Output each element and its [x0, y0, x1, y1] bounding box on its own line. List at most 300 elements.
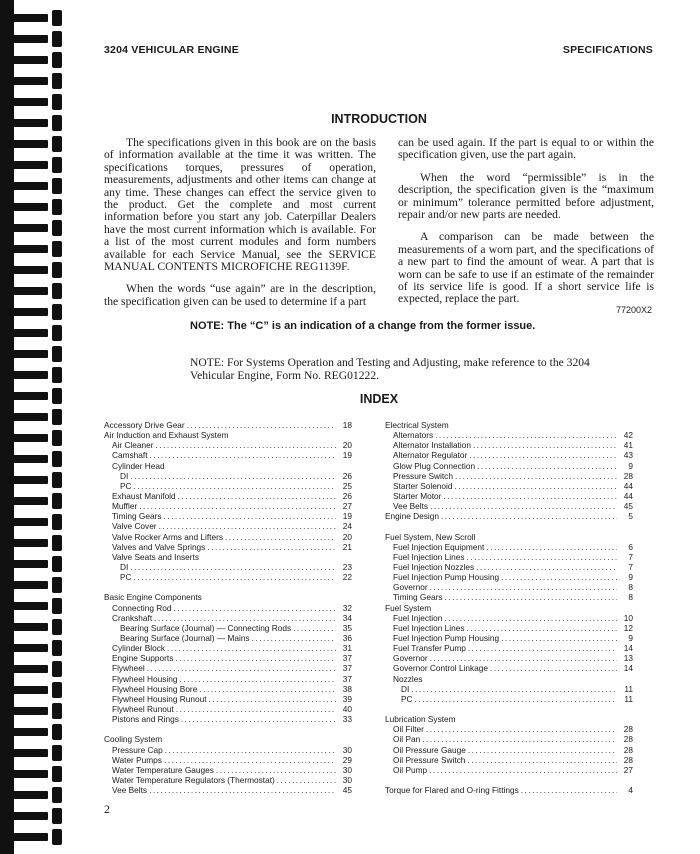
index-leader-dots — [174, 603, 336, 613]
index-entry-title: Lubrication System — [385, 714, 456, 725]
index-entry — [104, 450, 352, 460]
index-entry-title: Fuel Injection — [393, 612, 443, 623]
index-entry-title: Basic Engine Components — [104, 592, 202, 603]
index-entry-title: Starter Solenoid — [393, 480, 453, 491]
index-entry-page: 14 — [623, 643, 633, 654]
index-entry-title: PC — [401, 693, 413, 704]
index-entry-title: Cooling System — [104, 734, 163, 745]
index-leader-dots — [134, 572, 336, 582]
index-entry-page: 36 — [342, 632, 352, 643]
index-entry — [385, 674, 633, 684]
index-entry-page: 10 — [623, 612, 633, 623]
index-leader-dots — [179, 674, 336, 684]
index-entry — [385, 420, 633, 430]
index-entry — [385, 785, 633, 795]
index-leader-dots — [209, 694, 336, 704]
index-leader-dots — [477, 461, 617, 471]
index-entry-title: Pressure Cap — [112, 744, 163, 755]
index-entry-page: 30 — [342, 764, 352, 775]
index-entry-page: 39 — [342, 693, 352, 704]
index-entry-page: 28 — [623, 470, 633, 481]
binding-ring — [8, 35, 48, 43]
binding-ring — [8, 308, 48, 316]
index-entry-title: Timing Gears — [393, 592, 443, 603]
index-entry — [385, 765, 633, 775]
index-entry-title: Fuel Injection Lines — [393, 622, 465, 633]
index-entry — [104, 734, 352, 744]
index-entry-page: 19 — [342, 511, 352, 522]
binding-ring — [8, 602, 48, 610]
index-entry-title: Alternator Regulator — [393, 450, 468, 461]
index-entry — [385, 684, 633, 694]
index-entry — [385, 562, 633, 572]
index-entry-page: 34 — [342, 612, 352, 623]
index-entry-title: Flywheel — [112, 663, 145, 674]
index-entry — [385, 734, 633, 744]
header-section: SPECIFICATIONS — [562, 44, 653, 56]
index-entry-page: 35 — [342, 622, 352, 633]
index-entry-title: Fuel Injection Pump Housing — [393, 632, 500, 643]
index-entry-page: 23 — [342, 561, 352, 572]
index-leader-dots — [167, 643, 336, 653]
binding-ring — [8, 371, 48, 379]
index-entry-title: Valve Rocker Arms and Lifters — [112, 531, 223, 542]
binding-ring — [8, 749, 48, 757]
index-entry-page: 26 — [342, 490, 352, 501]
index-leader-dots — [165, 745, 336, 755]
index-entry-title: Fuel System, New Scroll — [385, 531, 476, 542]
index-entry-title: Valve Cover — [112, 521, 157, 532]
index-entry-title: DI — [120, 561, 129, 572]
index-entry-page: 6 — [628, 541, 633, 552]
binding-ring — [8, 77, 48, 85]
index-entry — [385, 481, 633, 491]
index-entry — [385, 471, 633, 481]
index-entry — [385, 643, 633, 653]
index-leader-dots — [426, 724, 617, 734]
index-leader-dots — [216, 765, 336, 775]
index-leader-dots — [149, 785, 336, 795]
index-entry-title: Accessory Drive Gear — [104, 420, 185, 430]
index-leader-dots — [521, 785, 617, 795]
index-entry-title: Flywheel Runout — [112, 703, 174, 714]
index-entry-title: Exhaust Manifold — [112, 490, 176, 501]
index-entry-title: Oil Pan — [393, 734, 421, 745]
index-entry-title: Flywheel Housing Bore — [112, 683, 198, 694]
index-entry-page: 45 — [623, 501, 633, 512]
index-leader-dots — [130, 471, 336, 481]
index-entry-title: Engine Supports — [112, 653, 174, 664]
index-entry-page: 28 — [623, 744, 633, 755]
index-entry-page: 7 — [628, 561, 633, 572]
index-entry — [104, 785, 352, 795]
index-entry-title: Governor — [393, 582, 428, 593]
binding-ring — [8, 434, 48, 442]
index-entry-title: Water Temperature Regulators (Thermostat) — [112, 774, 275, 785]
index-entry-page: 9 — [628, 572, 633, 583]
index-spacer — [104, 582, 352, 592]
index-leader-dots — [130, 562, 336, 572]
index-entry — [104, 714, 352, 724]
index-entry — [104, 481, 352, 491]
index-entry — [104, 511, 352, 521]
introduction-column-2 — [398, 137, 654, 316]
index-leader-dots — [176, 704, 336, 714]
binding-ring — [8, 98, 48, 106]
index-leader-dots — [490, 663, 617, 673]
index-entry — [385, 491, 633, 501]
index-entry-title: Water Pumps — [112, 754, 162, 765]
index-entry — [385, 450, 633, 460]
index-leader-dots — [207, 542, 336, 552]
binding-ring — [8, 518, 48, 526]
index-entry-page: 40 — [342, 703, 352, 714]
index-entry-page: 30 — [342, 744, 352, 755]
index-leader-dots — [473, 440, 617, 450]
index-entry — [385, 663, 633, 673]
binding-ring — [8, 245, 48, 253]
index-entry-title: Torque for Flared and O-ring Fittings — [385, 785, 519, 796]
index-leader-dots — [501, 633, 617, 643]
index-entry — [104, 562, 352, 572]
index-entry-title: Fuel Injection Pump Housing — [393, 572, 500, 583]
index-entry-title: Air Induction and Exhaust System — [104, 430, 229, 441]
index-leader-dots — [467, 552, 618, 562]
index-entry-title: Timing Gears — [112, 511, 162, 522]
header-title: 3204 VEHICULAR ENGINE — [104, 44, 239, 56]
index-entry-title: Flywheel Housing Runout — [112, 693, 207, 704]
index-entry-page: 19 — [342, 450, 352, 461]
index-entry — [104, 592, 352, 602]
binding-ring — [8, 14, 48, 22]
index-entry-page: 11 — [624, 683, 633, 694]
index-entry-title: Cylinder Block — [112, 643, 166, 654]
index-entry-page: 38 — [342, 683, 352, 694]
index-entry-page: 11 — [624, 693, 633, 704]
change-note: NOTE: The “C” is an indication of a change from the former issue. — [190, 320, 536, 332]
introduction-column-1 — [104, 137, 376, 318]
binding-ring — [8, 623, 48, 631]
index-entry — [104, 420, 352, 430]
index-entry — [385, 542, 633, 552]
index-entry-title: Oil Filter — [393, 724, 424, 735]
binding-ring — [8, 539, 48, 547]
index-leader-dots — [430, 501, 617, 511]
binding-ring — [8, 329, 48, 337]
index-leader-dots — [178, 491, 336, 501]
index-entry — [385, 653, 633, 663]
index-entry-title: Nozzles — [393, 673, 423, 684]
index-entry — [385, 430, 633, 440]
binding-ring — [8, 644, 48, 652]
reference-note: NOTE: For Systems Operation and Testing and Adjusting, make reference to the 3204 Vehicular Engine, Form No. REG01222. — [190, 356, 590, 382]
index-leader-dots — [476, 562, 617, 572]
index-leader-dots — [199, 684, 336, 694]
index-entry — [385, 572, 633, 582]
index-entry-title: Air Cleaner — [112, 440, 154, 451]
index-column-right — [385, 420, 633, 795]
index-entry-title: Governor — [393, 653, 428, 664]
index-entry-page: 44 — [623, 490, 633, 501]
binding-ring — [8, 161, 48, 169]
index-entry-page: 27 — [623, 764, 633, 775]
index-leader-dots — [445, 592, 618, 602]
index-leader-dots — [443, 491, 617, 501]
index-leader-dots — [468, 643, 617, 653]
index-leader-dots — [455, 481, 618, 491]
index-entry — [104, 623, 352, 633]
index-entry-page: 14 — [623, 663, 633, 674]
index-entry-page: 4 — [628, 785, 633, 796]
index-entry-title: Vee Belts — [112, 785, 148, 796]
index-entry-title: Alternators — [393, 430, 434, 441]
binding-ring — [8, 581, 48, 589]
intro-paragraph: A comparison can be made between the measurements of a worn part, and the specifications of a new part to find the amount of wear. A part that is worn can be safe to use if an estimate of the remainder of its service life is good. If a short service life is expected, replace the part. — [398, 230, 654, 306]
index-entry-title: Cylinder Head — [112, 460, 165, 471]
index-entry-title: Oil Pressure Gauge — [393, 744, 466, 755]
index-leader-dots — [411, 684, 617, 694]
index-entry — [104, 663, 352, 673]
index-entry — [385, 582, 633, 592]
index-entry — [104, 745, 352, 755]
index-entry-page: 43 — [623, 450, 633, 461]
index-leader-dots — [469, 450, 617, 460]
binding-ring — [8, 140, 48, 148]
index-entry-page: 42 — [623, 430, 633, 441]
index-entry-title: Fuel Injection Nozzles — [393, 561, 475, 572]
index-entry — [104, 633, 352, 643]
index-entry — [104, 704, 352, 714]
index-entry — [104, 491, 352, 501]
index-entry-page: 20 — [342, 531, 352, 542]
index-entry-page: 26 — [342, 470, 352, 481]
index-spacer — [104, 724, 352, 734]
index-leader-dots — [252, 633, 336, 643]
index-entry — [104, 440, 352, 450]
binding-ring — [8, 392, 48, 400]
index-entry — [385, 714, 633, 724]
index-entry — [104, 694, 352, 704]
index-entry — [385, 461, 633, 471]
index-entry-title: Electrical System — [385, 420, 449, 430]
index-title: INDEX — [359, 392, 399, 406]
index-entry-title: Valves and Valve Springs — [112, 541, 206, 552]
binding-ring — [8, 182, 48, 190]
index-leader-dots — [187, 420, 336, 430]
index-entry-page: 30 — [342, 774, 352, 785]
index-entry-page: 18 — [342, 420, 352, 430]
index-leader-dots — [415, 694, 617, 704]
index-entry-page: 9 — [628, 632, 633, 643]
index-spacer — [385, 704, 633, 714]
index-leader-dots — [435, 430, 617, 440]
index-entry — [104, 521, 352, 531]
binding-ring — [8, 833, 48, 841]
index-leader-dots — [430, 653, 617, 663]
index-entry-title: Fuel Injection Lines — [393, 551, 465, 562]
index-entry — [385, 755, 633, 765]
index-leader-dots — [441, 511, 617, 521]
index-entry-title: Muffler — [112, 501, 138, 512]
index-leader-dots — [154, 613, 336, 623]
index-entry — [385, 511, 633, 521]
index-entry — [104, 613, 352, 623]
index-entry-page: 12 — [623, 622, 633, 633]
index-entry-page: 9 — [628, 460, 633, 471]
index-entry-page: 21 — [342, 541, 352, 552]
index-leader-dots — [486, 542, 617, 552]
index-entry-page: 45 — [342, 785, 352, 796]
binding-ring — [8, 119, 48, 127]
index-entry-page: 41 — [623, 440, 633, 451]
index-entry — [385, 440, 633, 450]
index-leader-dots — [164, 511, 337, 521]
index-entry — [385, 613, 633, 623]
index-entry — [104, 572, 352, 582]
binding-ring — [8, 791, 48, 799]
introduction-title: INTRODUCTION — [331, 112, 427, 126]
index-entry-title: Fuel Injection Equipment — [393, 541, 485, 552]
index-entry-title: Water Temperature Gauges — [112, 764, 214, 775]
index-entry-page: 7 — [628, 551, 633, 562]
index-entry-title: Alternator Installation — [393, 440, 471, 451]
index-leader-dots — [293, 623, 336, 633]
index-entry — [104, 674, 352, 684]
index-leader-dots — [444, 613, 617, 623]
binding-ring — [8, 560, 48, 568]
index-leader-dots — [134, 481, 336, 491]
index-entry — [104, 471, 352, 481]
form-code: 77200X2 — [615, 305, 652, 315]
index-entry-page: 32 — [342, 602, 352, 613]
index-entry-title: Fuel Transfer Pump — [393, 643, 466, 654]
index-entry — [104, 542, 352, 552]
index-entry-page: 8 — [628, 592, 633, 603]
intro-paragraph: The specifications given in this book are on the basis of information available at the time it was written. The specifications torques, pressures of operation, measurements, adjustments and other items can change at any time. These changes can effect the service given to the product. Get the complete and most current information before you start any job. Caterpillar Dealers have the most current information which is available. For a list of the most current modules and form numbers available for each Service Manual, see the SERVICE MANUAL CONTENTS MICROFICHE REG1139F. — [104, 136, 376, 274]
index-leader-dots — [181, 714, 336, 724]
index-entry-page: 28 — [623, 754, 633, 765]
binding-ring — [8, 686, 48, 694]
index-entry-title: Vee Belts — [393, 501, 429, 512]
index-entry-title: DI — [120, 470, 129, 481]
binding-ring — [8, 455, 48, 463]
index-entry — [104, 461, 352, 471]
index-entry-title: Connecting Rod — [112, 602, 172, 613]
index-entry — [385, 592, 633, 602]
index-entry-title: Fuel System — [385, 602, 432, 613]
index-entry-title: Oil Pump — [393, 764, 428, 775]
index-entry-title: Flywheel Housing — [112, 673, 178, 684]
index-entry-title: PC — [120, 572, 132, 583]
index-entry-page: 29 — [342, 754, 352, 765]
index-entry-page: 8 — [628, 582, 633, 593]
binding-ring — [8, 413, 48, 421]
index-entry — [104, 755, 352, 765]
index-leader-dots — [156, 440, 336, 450]
index-entry-page: 28 — [623, 724, 633, 735]
index-entry — [385, 633, 633, 643]
index-entry-page: 33 — [342, 714, 352, 725]
index-entry-title: Oil Pressure Switch — [393, 754, 466, 765]
index-leader-dots — [468, 745, 617, 755]
index-spacer — [385, 775, 633, 785]
index-entry-title: Starter Motor — [393, 490, 442, 501]
index-entry-page: 22 — [342, 572, 352, 583]
binding-ring — [8, 665, 48, 673]
index-entry-page: 27 — [342, 501, 352, 512]
binding-spine — [0, 0, 14, 854]
index-entry — [104, 532, 352, 542]
index-leader-dots — [429, 765, 617, 775]
index-entry-page: 24 — [342, 521, 352, 532]
index-entry-page: 28 — [623, 734, 633, 745]
index-entry-title: Engine Design — [385, 511, 439, 522]
index-entry-page: 37 — [342, 653, 352, 664]
index-entry-page: 25 — [342, 480, 352, 491]
index-entry — [385, 603, 633, 613]
index-entry — [385, 552, 633, 562]
binding-ring — [8, 224, 48, 232]
index-entry — [385, 694, 633, 704]
binding-ring — [8, 266, 48, 274]
binding-ring — [8, 770, 48, 778]
index-entry-page: 37 — [342, 673, 352, 684]
binding-ring — [8, 203, 48, 211]
index-entry-page: 13 — [623, 653, 633, 664]
index-entry — [104, 430, 352, 440]
index-entry — [104, 684, 352, 694]
index-entry — [385, 532, 633, 542]
binding-ring — [8, 728, 48, 736]
index-entry — [104, 552, 352, 562]
index-entry-title: Bearing Surface (Journal) — Connecting Rods — [120, 622, 292, 633]
index-entry — [104, 765, 352, 775]
index-leader-dots — [277, 775, 336, 785]
index-entry-title: Governor Control Linkage — [393, 663, 489, 674]
index-column-left — [104, 420, 352, 795]
index-entry — [104, 603, 352, 613]
index-leader-dots — [501, 572, 617, 582]
spiral-binding — [0, 0, 62, 854]
index-entry-page: 37 — [342, 663, 352, 674]
intro-paragraph: When the word “permissible” is in the description, the specification given is the “maximum or minimum” tolerance permitted before adjustment, repair and/or new parts are needed. — [398, 170, 654, 222]
index-entry-title: Pistons and Rings — [112, 714, 179, 725]
index-entry — [385, 724, 633, 734]
page-number: 2 — [104, 802, 110, 816]
index-leader-dots — [159, 521, 336, 531]
binding-ring — [8, 476, 48, 484]
index-entry-title: PC — [120, 480, 132, 491]
index-leader-dots — [430, 582, 617, 592]
intro-paragraph: When the words “use again” are in the description, the specification given can be used to determine if a part — [104, 282, 376, 308]
index-leader-dots — [225, 532, 336, 542]
index-entry — [385, 501, 633, 511]
index-leader-dots — [455, 471, 617, 481]
index-entry — [385, 745, 633, 755]
intro-paragraph: can be used again. If the part is equal to or within the specification given, use the part again. — [398, 136, 654, 162]
index-entry — [385, 623, 633, 633]
index-spacer — [385, 521, 633, 531]
index-leader-dots — [164, 755, 336, 765]
index-leader-dots — [467, 755, 617, 765]
index-entry-title: Pressure Switch — [393, 470, 453, 481]
index-entry-page: 20 — [342, 440, 352, 451]
index-entry-title: Valve Seats and Inserts — [112, 551, 200, 562]
binding-ring — [8, 287, 48, 295]
index-leader-dots — [467, 623, 618, 633]
index-leader-dots — [150, 450, 336, 460]
index-entry-page: 44 — [623, 480, 633, 491]
